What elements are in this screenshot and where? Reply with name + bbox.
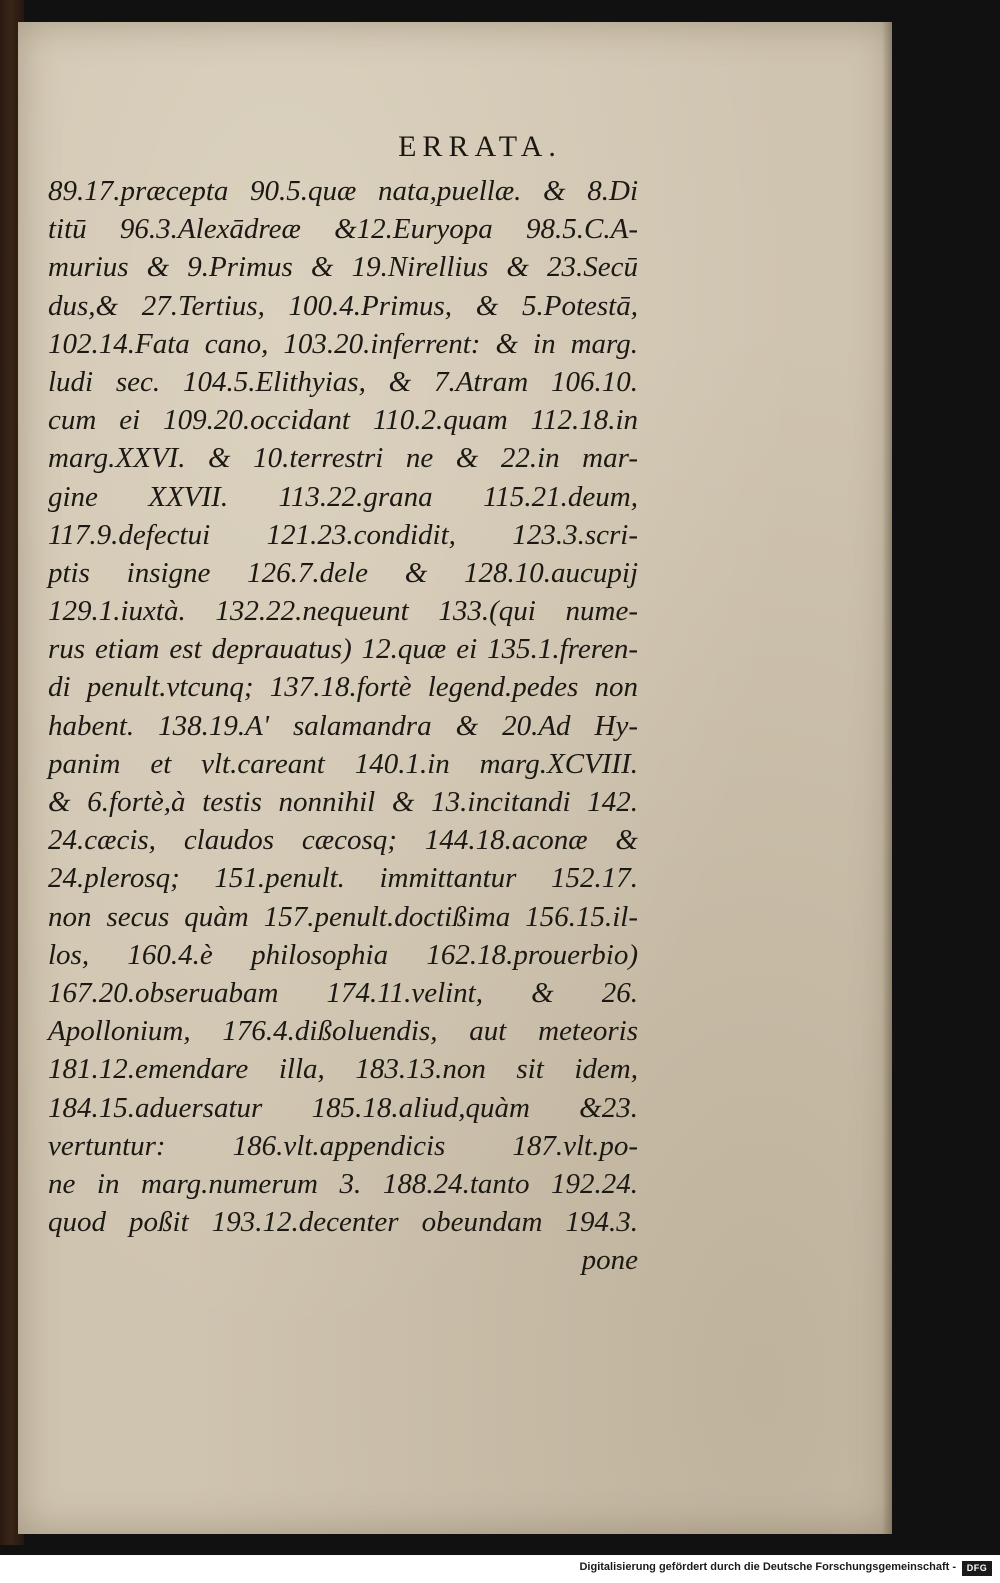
errata-line: 184.15.aduersatur 185.18.aliud,quàm &23.	[48, 1091, 638, 1124]
errata-line: & 6.fortè,à testis nonnihil & 13.incitandi 142.	[48, 786, 638, 818]
page-edge-shadow	[882, 22, 892, 1534]
errata-line: Apollonium, 176.4.dißoluendis, aut meteoris	[48, 1015, 638, 1048]
errata-line: vertuntur: 186.vlt.appendicis 187.vlt.po-	[48, 1129, 638, 1162]
book-page	[18, 22, 892, 1534]
errata-line: 24.cæcis, claudos cæcosq; 144.18.aconæ &	[48, 824, 638, 857]
errata-line: murius & 9.Primus & 19.Nirellius & 23.Secū	[48, 251, 638, 284]
errata-line: ptis insigne 126.7.dele & 128.10.aucupij	[48, 556, 638, 589]
errata-line: 117.9.defectui 121.23.condidit, 123.3.scri-	[48, 518, 638, 551]
errata-line: habent. 138.19.A' salamandra & 20.Ad Hy-	[48, 709, 638, 742]
errata-line: 102.14.Fata cano, 103.20.inferrent: & in marg.	[48, 327, 638, 360]
errata-line: non secus quàm 157.penult.doctißima 156.15.il-	[48, 900, 638, 933]
errata-line: 181.12.emendare illa, 183.13.non sit idem,	[48, 1053, 638, 1086]
errata-line: di penult.vtcunq; 137.18.fortè legend.pedes non	[48, 671, 638, 704]
page-heading: ERRATA.	[398, 130, 562, 163]
errata-line: 129.1.iuxtà. 132.22.nequeunt 133.(qui nume-	[48, 595, 638, 628]
dfg-logo: DFG	[962, 1561, 992, 1576]
errata-line: los, 160.4.è philosophia 162.18.prouerbio)	[48, 938, 638, 971]
errata-line: 167.20.obseruabam 174.11.velint, & 26.	[48, 976, 638, 1009]
errata-line: panim et vlt.careant 140.1.in marg.XCVIII.	[48, 747, 638, 780]
errata-line: 24.plerosq; 151.penult. immittantur 152.17.	[48, 862, 638, 895]
errata-line: 89.17.præcepta 90.5.quæ nata,puellæ. & 8.Di	[48, 175, 638, 207]
errata-line: ludi sec. 104.5.Elithyias, & 7.Atram 106.10.	[48, 365, 638, 398]
errata-line: quod poßit 193.12.decenter obeundam 194.3.	[48, 1206, 638, 1239]
errata-line: rus etiam est deprauatus) 12.quæ ei 135.1.freren-	[48, 633, 638, 666]
errata-line: gine XXVII. 113.22.grana 115.21.deum,	[48, 480, 638, 513]
errata-line: cum ei 109.20.occidant 110.2.quam 112.18.in	[48, 404, 638, 437]
errata-line: ne in marg.numerum 3. 188.24.tanto 192.24.	[48, 1167, 638, 1200]
digitization-footer	[0, 1555, 1000, 1583]
errata-line: dus,& 27.Tertius, 100.4.Primus, & 5.Potestā,	[48, 289, 638, 322]
errata-text-block	[48, 172, 638, 1279]
errata-line: marg.XXVI. & 10.terrestri ne & 22.in mar-	[48, 442, 638, 475]
errata-line: pone	[581, 1244, 638, 1277]
funding-credit: Digitalisierung gefördert durch die Deutsche Forschungsgemeinschaft -	[579, 1561, 956, 1573]
errata-line: titū 96.3.Alexādreæ &12.Euryopa 98.5.C.A-	[48, 213, 638, 246]
